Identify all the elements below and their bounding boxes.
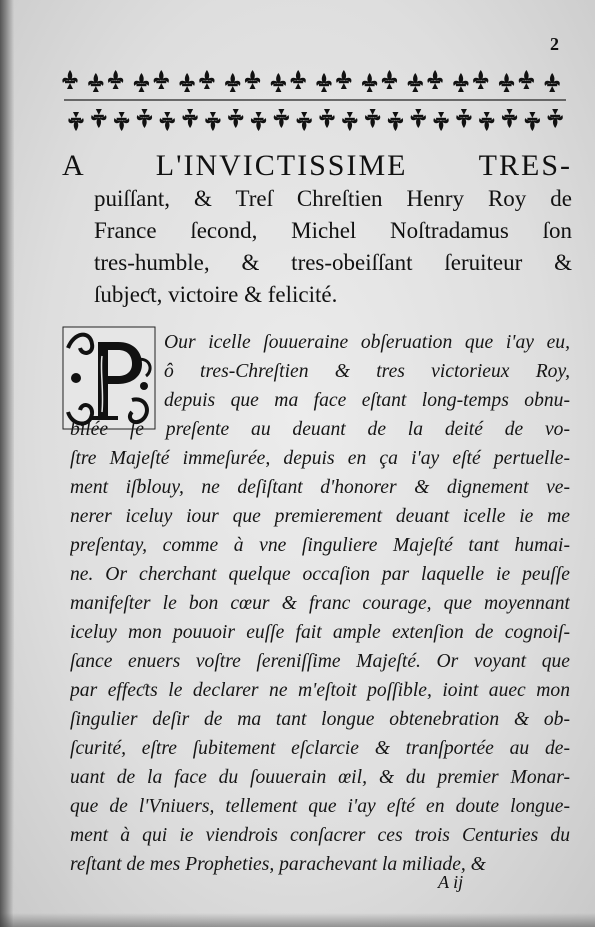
page-bottom-shadow (0, 913, 595, 927)
fleuron-mark (316, 73, 331, 92)
fleuron-mark (225, 73, 240, 92)
dedication-body (70, 328, 570, 879)
fleuron-border-icon (62, 62, 568, 136)
body-line: ſtre Majeſté immeſurée, depuis en ça i'ay eſté pertuelle- (70, 448, 570, 469)
fleuron-mark (297, 112, 312, 131)
fleuron-mark (433, 112, 448, 131)
fleuron-mark (68, 112, 83, 131)
fleuron-mark (245, 70, 260, 89)
fleuron-mark (228, 109, 243, 128)
body-line: manifeſter le bon cœur & franc courage, que moyennant (70, 593, 570, 614)
fleuron-mark (362, 73, 377, 92)
body-line: ſcurité, eſtre ſubitement eſclarcie & tranſportée au de- (70, 738, 570, 759)
title-line: tres-humble, & tres-obeiſſant ſeruiteur & (94, 250, 572, 275)
body-line: bilée ſe preſente au deuant de la deité de vo- (70, 419, 570, 440)
fleuron-mark (160, 112, 175, 131)
fleuron-mark (62, 70, 77, 89)
body-line: par effeƈts le declarer ne m'eſtoit poſſible, ioint auec mon (70, 680, 570, 701)
fleuron-mark (179, 73, 194, 92)
fleuron-mark (548, 109, 563, 128)
fleuron-mark (154, 70, 169, 89)
body-line: ſingulier deſir de ma tant longue obtenebration & ob- (70, 709, 570, 730)
fleuron-mark (519, 70, 534, 89)
dedication-title (62, 149, 572, 311)
fleuron-mark (456, 109, 471, 128)
body-line: uant de la face du ſouuerain œil, & du premier Monar- (70, 767, 570, 788)
title-line: ſubjeƈt, victoire & felicité. (94, 282, 338, 307)
fleuron-mark (91, 109, 106, 128)
body-line: ne. Or cherchant quelque occaſion par laquelle ie peuſſe (70, 564, 570, 585)
drop-cap-letter: P (62, 326, 63, 327)
body-line: depuis que ma face eſtant long-temps obnu- (164, 390, 570, 411)
body-line: reſtant de mes Propheties, parachevant la miliade, & (70, 854, 486, 875)
fleuron-row-top (62, 70, 559, 92)
fleuron-mark (525, 112, 540, 131)
fleuron-mark (319, 109, 334, 128)
fleuron-mark (342, 112, 357, 131)
fleuron-mark (365, 109, 380, 128)
fleuron-row-bottom (68, 109, 562, 131)
fleuron-mark (291, 70, 306, 89)
fleuron-mark (88, 73, 103, 92)
fleuron-mark (427, 70, 442, 89)
fleuron-mark (114, 112, 129, 131)
fleuron-mark (134, 73, 149, 92)
page-gutter-shadow (0, 0, 14, 927)
body-line: ô tres-Chreſtien & tres victorieux Roy, (164, 361, 570, 382)
body-line: nerer iceluy iour que premierement deuant icelle ie me (70, 506, 570, 527)
fleuron-mark (479, 112, 494, 131)
page-number: 2 (550, 34, 559, 54)
fleuron-mark (108, 70, 123, 89)
signature-mark: A ij (438, 872, 464, 892)
title-first-line: A L'INVICTISSIME TRES- (62, 149, 572, 182)
fleuron-mark (271, 73, 286, 92)
fleuron-mark (411, 109, 426, 128)
fleuron-mark (473, 70, 488, 89)
fleuron-mark (137, 109, 152, 128)
body-line: preſentay, comme à vne ſinguliere Majeſté tant humai- (70, 535, 570, 556)
body-line: que de l'Vniuers, tellement que i'ay eſté en doute longue- (70, 796, 570, 817)
fleuron-mark (205, 112, 220, 131)
body-line: ment à qui ie viendrois conſacrer ces trois Centuries du (70, 825, 570, 846)
body-line: ment iſblouy, ne deſiſtant d'honorer & dignement ve- (70, 477, 570, 498)
fleuron-mark (453, 73, 468, 92)
fleuron-mark (388, 112, 403, 131)
fleuron-mark (336, 70, 351, 89)
title-continuation (62, 183, 572, 311)
fleuron-mark (251, 112, 266, 131)
fleuron-mark (502, 109, 517, 128)
body-line: ſance enuers voſtre ſereniſſime Majeſté. Or voyant que (70, 651, 570, 672)
fleuron-mark (199, 70, 214, 89)
fleuron-mark (182, 109, 197, 128)
title-line: France ſecond, Michel Noſtradamus ſon (94, 218, 572, 243)
fleuron-mark (274, 109, 289, 128)
fleuron-mark (382, 70, 397, 89)
title-line: puiſſant, & Treſ Chreſtien Henry Roy de (94, 186, 572, 211)
fleuron-mark (545, 73, 560, 92)
body-line: Our icelle ſouueraine obſeruation que i'ay eu, (164, 332, 570, 353)
fleuron-mark (408, 73, 423, 92)
fleuron-mark (499, 73, 514, 92)
body-line: iceluy mon pouuoir euſſe fait ample extenſion de cognoiſ- (70, 622, 570, 643)
